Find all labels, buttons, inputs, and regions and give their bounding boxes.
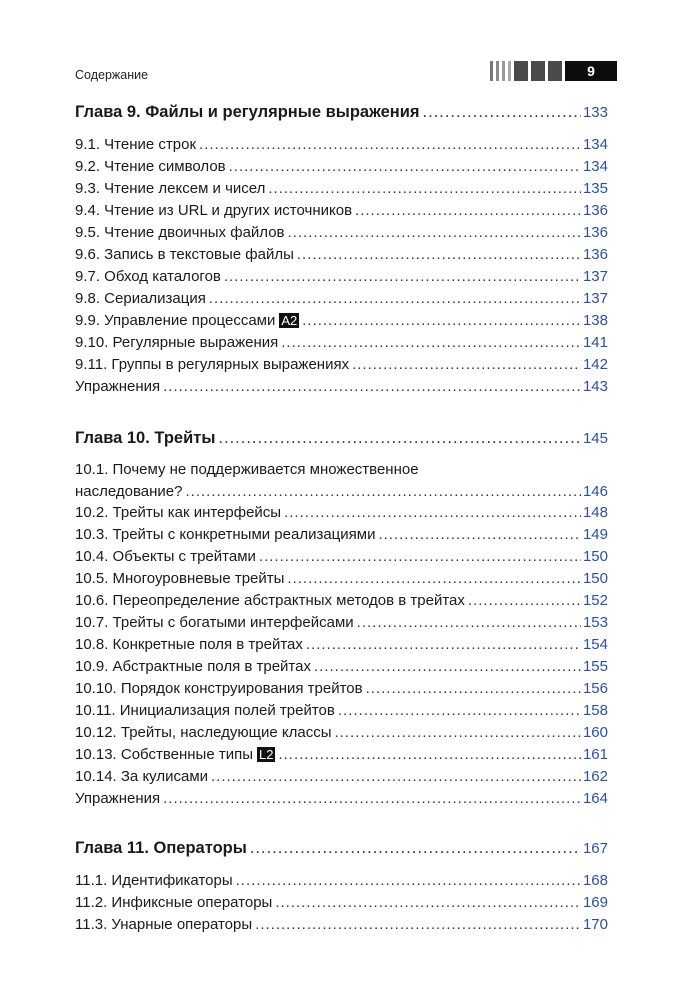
toc-page: 154 (582, 636, 608, 653)
toc-entry[interactable] (75, 504, 608, 522)
toc-page: 160 (582, 724, 608, 741)
header-stripe (490, 61, 493, 81)
toc-chapter-9[interactable] (75, 103, 608, 122)
toc-entry[interactable] (75, 158, 608, 176)
toc-title: 9.2. Чтение символов (75, 158, 226, 175)
toc-page: 143 (582, 378, 608, 395)
toc-page: 133 (582, 104, 608, 121)
toc-leader (355, 202, 581, 220)
toc-entry[interactable] (75, 526, 608, 544)
toc-title: Упражнения (75, 790, 161, 807)
toc-chapter-10[interactable] (75, 429, 608, 448)
toc-leader (199, 136, 581, 154)
toc-leader (163, 790, 581, 808)
toc-page: 138 (582, 312, 608, 329)
toc-page: 136 (582, 202, 608, 219)
toc-page: 142 (582, 356, 608, 373)
toc-page: 149 (582, 526, 608, 543)
toc-leader (357, 614, 581, 632)
level-badge: L2 (259, 747, 274, 762)
toc-title: Глава 11. Операторы (75, 839, 247, 857)
toc-leader (224, 268, 581, 286)
toc-entry[interactable] (75, 483, 608, 501)
toc-page: 168 (582, 872, 608, 889)
toc-chapter-11[interactable] (75, 839, 608, 858)
toc-title: 10.2. Трейты как интерфейсы (75, 504, 282, 521)
toc-page: 137 (582, 268, 608, 285)
toc-title: 11.1. Идентификаторы (75, 872, 233, 889)
toc-leader (468, 592, 581, 610)
toc-entry[interactable] (75, 180, 608, 198)
toc-title: 10.13. Собственные типы (75, 746, 253, 763)
toc-title: 11.3. Унарные операторы (75, 916, 253, 933)
toc-entry[interactable] (75, 790, 608, 808)
toc-entry[interactable] (75, 334, 608, 352)
toc-page: 153 (582, 614, 608, 631)
toc-title: 10.12. Трейты, наследующие классы (75, 724, 332, 741)
page-header-bar (490, 61, 617, 81)
toc-title: наследование? (75, 483, 183, 500)
toc-page: 146 (582, 483, 608, 500)
toc-title: 10.7. Трейты с богатыми интерфейсами (75, 614, 354, 631)
toc-leader (334, 724, 580, 742)
running-head: Содержание (75, 68, 149, 82)
toc-leader (314, 658, 581, 676)
toc-page: 137 (582, 290, 608, 307)
toc-entry[interactable] (75, 378, 608, 396)
toc-entry[interactable] (75, 202, 608, 220)
toc-entry[interactable] (75, 614, 608, 632)
toc-leader (218, 429, 581, 447)
toc-page: 155 (582, 658, 608, 675)
toc-title: 10.9. Абстрактные поля в трейтах (75, 658, 311, 675)
toc-entry[interactable] (75, 658, 608, 676)
toc-entry[interactable] (75, 702, 608, 720)
toc-title: 9.7. Обход каталогов (75, 268, 221, 285)
header-block (548, 61, 562, 81)
toc-entry-line1[interactable]: 10.1. Почему не поддерживается множественное (75, 461, 419, 478)
toc-entry[interactable] (75, 136, 608, 154)
toc-entry[interactable] (75, 246, 608, 264)
toc-entry[interactable] (75, 872, 608, 890)
toc-entry[interactable] (75, 356, 608, 374)
toc-leader (255, 916, 581, 934)
toc-page: 136 (582, 224, 608, 241)
toc-title: 9.3. Чтение лексем и чисел (75, 180, 266, 197)
toc-entry[interactable] (75, 290, 608, 308)
toc-page: 161 (582, 746, 608, 763)
toc-title: 9.4. Чтение из URL и других источников (75, 202, 353, 219)
toc-title: 10.11. Инициализация полей трейтов (75, 702, 335, 719)
toc-leader (338, 702, 581, 720)
toc-leader (378, 526, 581, 544)
toc-page: 134 (582, 158, 608, 175)
header-stripe (508, 61, 511, 81)
header-block (514, 61, 528, 81)
toc-title: 9.8. Сериализация (75, 290, 206, 307)
toc-entry[interactable] (75, 312, 608, 330)
toc-page: 164 (582, 790, 608, 807)
toc-leader (236, 872, 581, 890)
toc-page: 136 (582, 246, 608, 263)
toc-entry[interactable] (75, 894, 608, 912)
toc-leader (211, 768, 581, 786)
toc-entry[interactable] (75, 768, 608, 786)
header-stripe (496, 61, 499, 81)
toc-page: 145 (582, 430, 608, 447)
toc-entry[interactable] (75, 916, 608, 934)
toc-leader (281, 334, 581, 352)
level-badge: A2 (281, 313, 298, 328)
toc-page: 162 (582, 768, 608, 785)
toc-page: 141 (582, 334, 608, 351)
toc-page: 150 (582, 548, 608, 565)
toc-page: 134 (582, 136, 608, 153)
toc-title: 9.1. Чтение строк (75, 136, 197, 153)
toc-leader (278, 746, 581, 764)
toc-leader (302, 312, 581, 330)
toc-entry[interactable] (75, 570, 608, 588)
toc-page: 148 (582, 504, 608, 521)
toc-leader (229, 158, 581, 176)
toc-title: Упражнения (75, 378, 161, 395)
toc-leader (163, 378, 581, 396)
toc-title: 10.10. Порядок конструирования трейтов (75, 680, 363, 697)
toc-entry[interactable] (75, 268, 608, 286)
toc-page: 156 (582, 680, 608, 697)
toc-leader (209, 290, 581, 308)
toc-page: 135 (582, 180, 608, 197)
toc-leader (259, 548, 581, 566)
toc-title: 10.14. За кулисами (75, 768, 209, 785)
toc-leader (288, 224, 581, 242)
header-block (531, 61, 545, 81)
toc-title: Глава 9. Файлы и регулярные выражения (75, 103, 420, 121)
toc-title: 9.11. Группы в регулярных выражениях (75, 356, 350, 373)
toc-title: 10.5. Многоуровневые трейты (75, 570, 285, 587)
toc-leader (275, 894, 581, 912)
toc-title: 10.8. Конкретные поля в трейтах (75, 636, 303, 653)
toc-title: 11.2. Инфиксные операторы (75, 894, 273, 911)
toc-page: 152 (582, 592, 608, 609)
toc-title: 9.6. Запись в текстовые файлы (75, 246, 294, 263)
toc-title: 10.4. Объекты с трейтами (75, 548, 256, 565)
toc-page: 170 (582, 916, 608, 933)
toc-leader (284, 504, 581, 522)
toc-leader (250, 839, 581, 857)
toc-page: 169 (582, 894, 608, 911)
toc-page: 158 (582, 702, 608, 719)
toc-title: Глава 10. Трейты (75, 429, 216, 447)
toc-leader (366, 680, 581, 698)
toc-leader (287, 570, 581, 588)
toc-entry[interactable] (75, 224, 608, 242)
toc-leader (423, 103, 581, 121)
toc-entry[interactable] (75, 636, 608, 654)
toc-leader (268, 180, 581, 198)
toc-title: 9.5. Чтение двоичных файлов (75, 224, 285, 241)
toc-entry[interactable] (75, 746, 608, 764)
toc-leader (297, 246, 581, 264)
toc-entry[interactable] (75, 724, 608, 742)
toc-title: 9.9. Управление процессами (75, 312, 276, 329)
toc-title: 9.10. Регулярные выражения (75, 334, 279, 351)
page-number: 9 (565, 61, 617, 81)
header-stripe (502, 61, 505, 81)
toc-page: 167 (582, 840, 608, 857)
toc-title: 10.3. Трейты с конкретными реализациями (75, 526, 376, 543)
toc-leader (306, 636, 581, 654)
toc-entry[interactable] (75, 548, 608, 566)
toc-leader (352, 356, 581, 374)
toc-entry[interactable] (75, 680, 608, 698)
toc-leader (185, 483, 580, 501)
toc-page: 150 (582, 570, 608, 587)
toc-title: 10.6. Переопределение абстрактных методов в трейтах (75, 592, 465, 609)
toc-entry[interactable] (75, 592, 608, 610)
